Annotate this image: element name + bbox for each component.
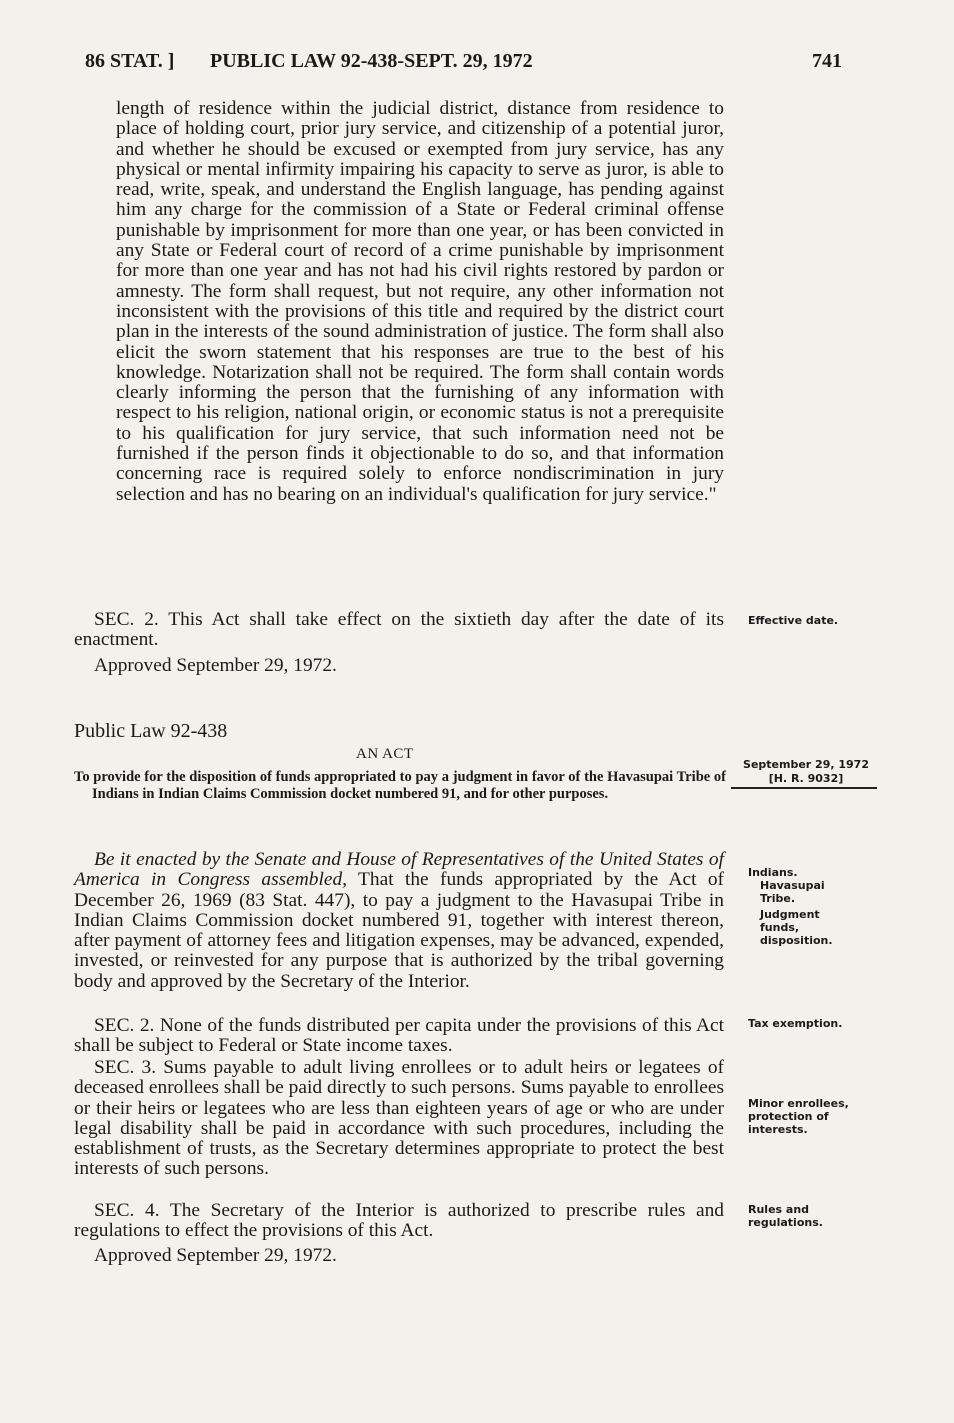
enactment-date: September 29, 1972 — [743, 758, 869, 771]
purpose-text: To provide for the disposition of funds appropriated to pay a judgment in favor of the Havasupai Tribe of Indians in Indian Claims Commission docket numbered 91, and for other purposes. — [74, 769, 726, 802]
section-text: That the funds appropriated by the Act of December 26, 1969 (83 Stat. 447), to pay a judgment to the Havasupai Tribe in Indian Claims Commission docket numbered 91, together with interest thereon, after payment of attorney fees and litigation expenses, may be advanced, expended, invested, or reinvested for any purpose that is authorized by the tribal governing body and approved by the Secretary of the Interior. — [74, 869, 725, 992]
new-act-approval: Approved September 29, 1972. — [94, 1245, 337, 1266]
volume-reference: 86 STAT. ] — [85, 50, 175, 72]
section-text: The Secretary of the Interior is authorized to prescribe rules and regulations to effect the provisions of this Act. — [74, 1200, 724, 1242]
enacting-clause: Be it enacted by the Senate and House of Representatives of the United States of America in Congress assembled, — [74, 849, 724, 891]
prev-act-section-2 — [74, 610, 724, 651]
section-label: SEC. 2. — [94, 609, 159, 630]
prev-act-approval: Approved September 29, 1972. — [94, 655, 337, 676]
margin-note-effective-date: Effective date. — [748, 614, 839, 627]
section-text: Sums payable to adult living enrollees or to adult heirs or legatees of deceased enrollees shall be paid directly to such persons. Sums payable to enrollees or their heirs or legatees who are less than eighteen years of age or who are under legal disability shall be paid in accordance with such procedures, including the establishment of trusts, as the Secretary determines appropriate to protect the best interests of such persons. — [74, 1057, 724, 1180]
act-purpose — [74, 769, 726, 802]
new-act-section-3 — [74, 1058, 724, 1180]
indians-label: Indians. — [748, 866, 798, 879]
new-act-section-1 — [74, 850, 724, 992]
bill-number: [H. R. 9032] — [768, 772, 844, 785]
section-label: SEC. 4. — [94, 1200, 160, 1221]
running-header: PUBLIC LAW 92-438-SEPT. 29, 1972 — [210, 50, 533, 72]
public-law-title: Public Law 92-438 — [74, 720, 228, 742]
margin-note-indians — [748, 866, 858, 947]
page-number: 741 — [812, 50, 842, 72]
havasupai-label: Havasupai Tribe. — [760, 879, 825, 905]
margin-note-rules: Rules and regulations. — [748, 1203, 823, 1229]
margin-note-minor-enrollees: Minor enrollees, protection of interests. — [748, 1097, 849, 1136]
an-act-heading: AN ACT — [356, 746, 414, 762]
judgment-funds-label: Judgment funds, disposition. — [760, 908, 833, 947]
section-text: None of the funds distributed per capita under the provisions of this Act shall be subject to Federal or State income taxes. — [74, 1015, 725, 1057]
margin-rule — [731, 787, 877, 789]
section-label: SEC. 3. — [94, 1057, 157, 1078]
new-act-section-4 — [74, 1201, 724, 1242]
section-text: This Act shall take effect on the sixtieth day after the date of its enactment. — [74, 609, 724, 651]
margin-note-enactment — [736, 758, 876, 786]
new-act-section-2 — [74, 1016, 724, 1057]
quoted-provision-text: length of residence within the judicial district, distance from residence to place of holding court, prior jury service, and citizenship of a potential juror, and whether he should be excused or exempted from jury service, has any physical or mental infirmity impairing his capacity to serve as juror, is able to read, write, speak, and understand the English language, has pending against him any charge for the commission of a State or Federal criminal offense punishable by imprisonment for more than one year, or has been convicted in any State or Federal court of record of a crime punishable by imprisonment for more than one year and has not had his civil rights restored by pardon or amnesty. The form shall request, but not require, any other information not inconsistent with the provisions of this title and required by the district court plan in the interests of the sound administration of justice. The form shall also elicit the sworn statement that his responses are true to the best of his knowledge. Notarization shall not be required. The form shall contain words clearly informing the person that the furnishing of any information with respect to his religion, national origin, or economic status is not a prerequisite to his qualification for jury service, that such information need not be furnished if the person finds it objectionable to do so, and that information concerning race is required solely to enforce nondiscrimination in jury selection and has no bearing on an individual's qualification for jury service." — [116, 98, 724, 505]
section-label: SEC. 2. — [94, 1015, 155, 1036]
margin-note-tax-exemption: Tax exemption. — [748, 1017, 843, 1030]
